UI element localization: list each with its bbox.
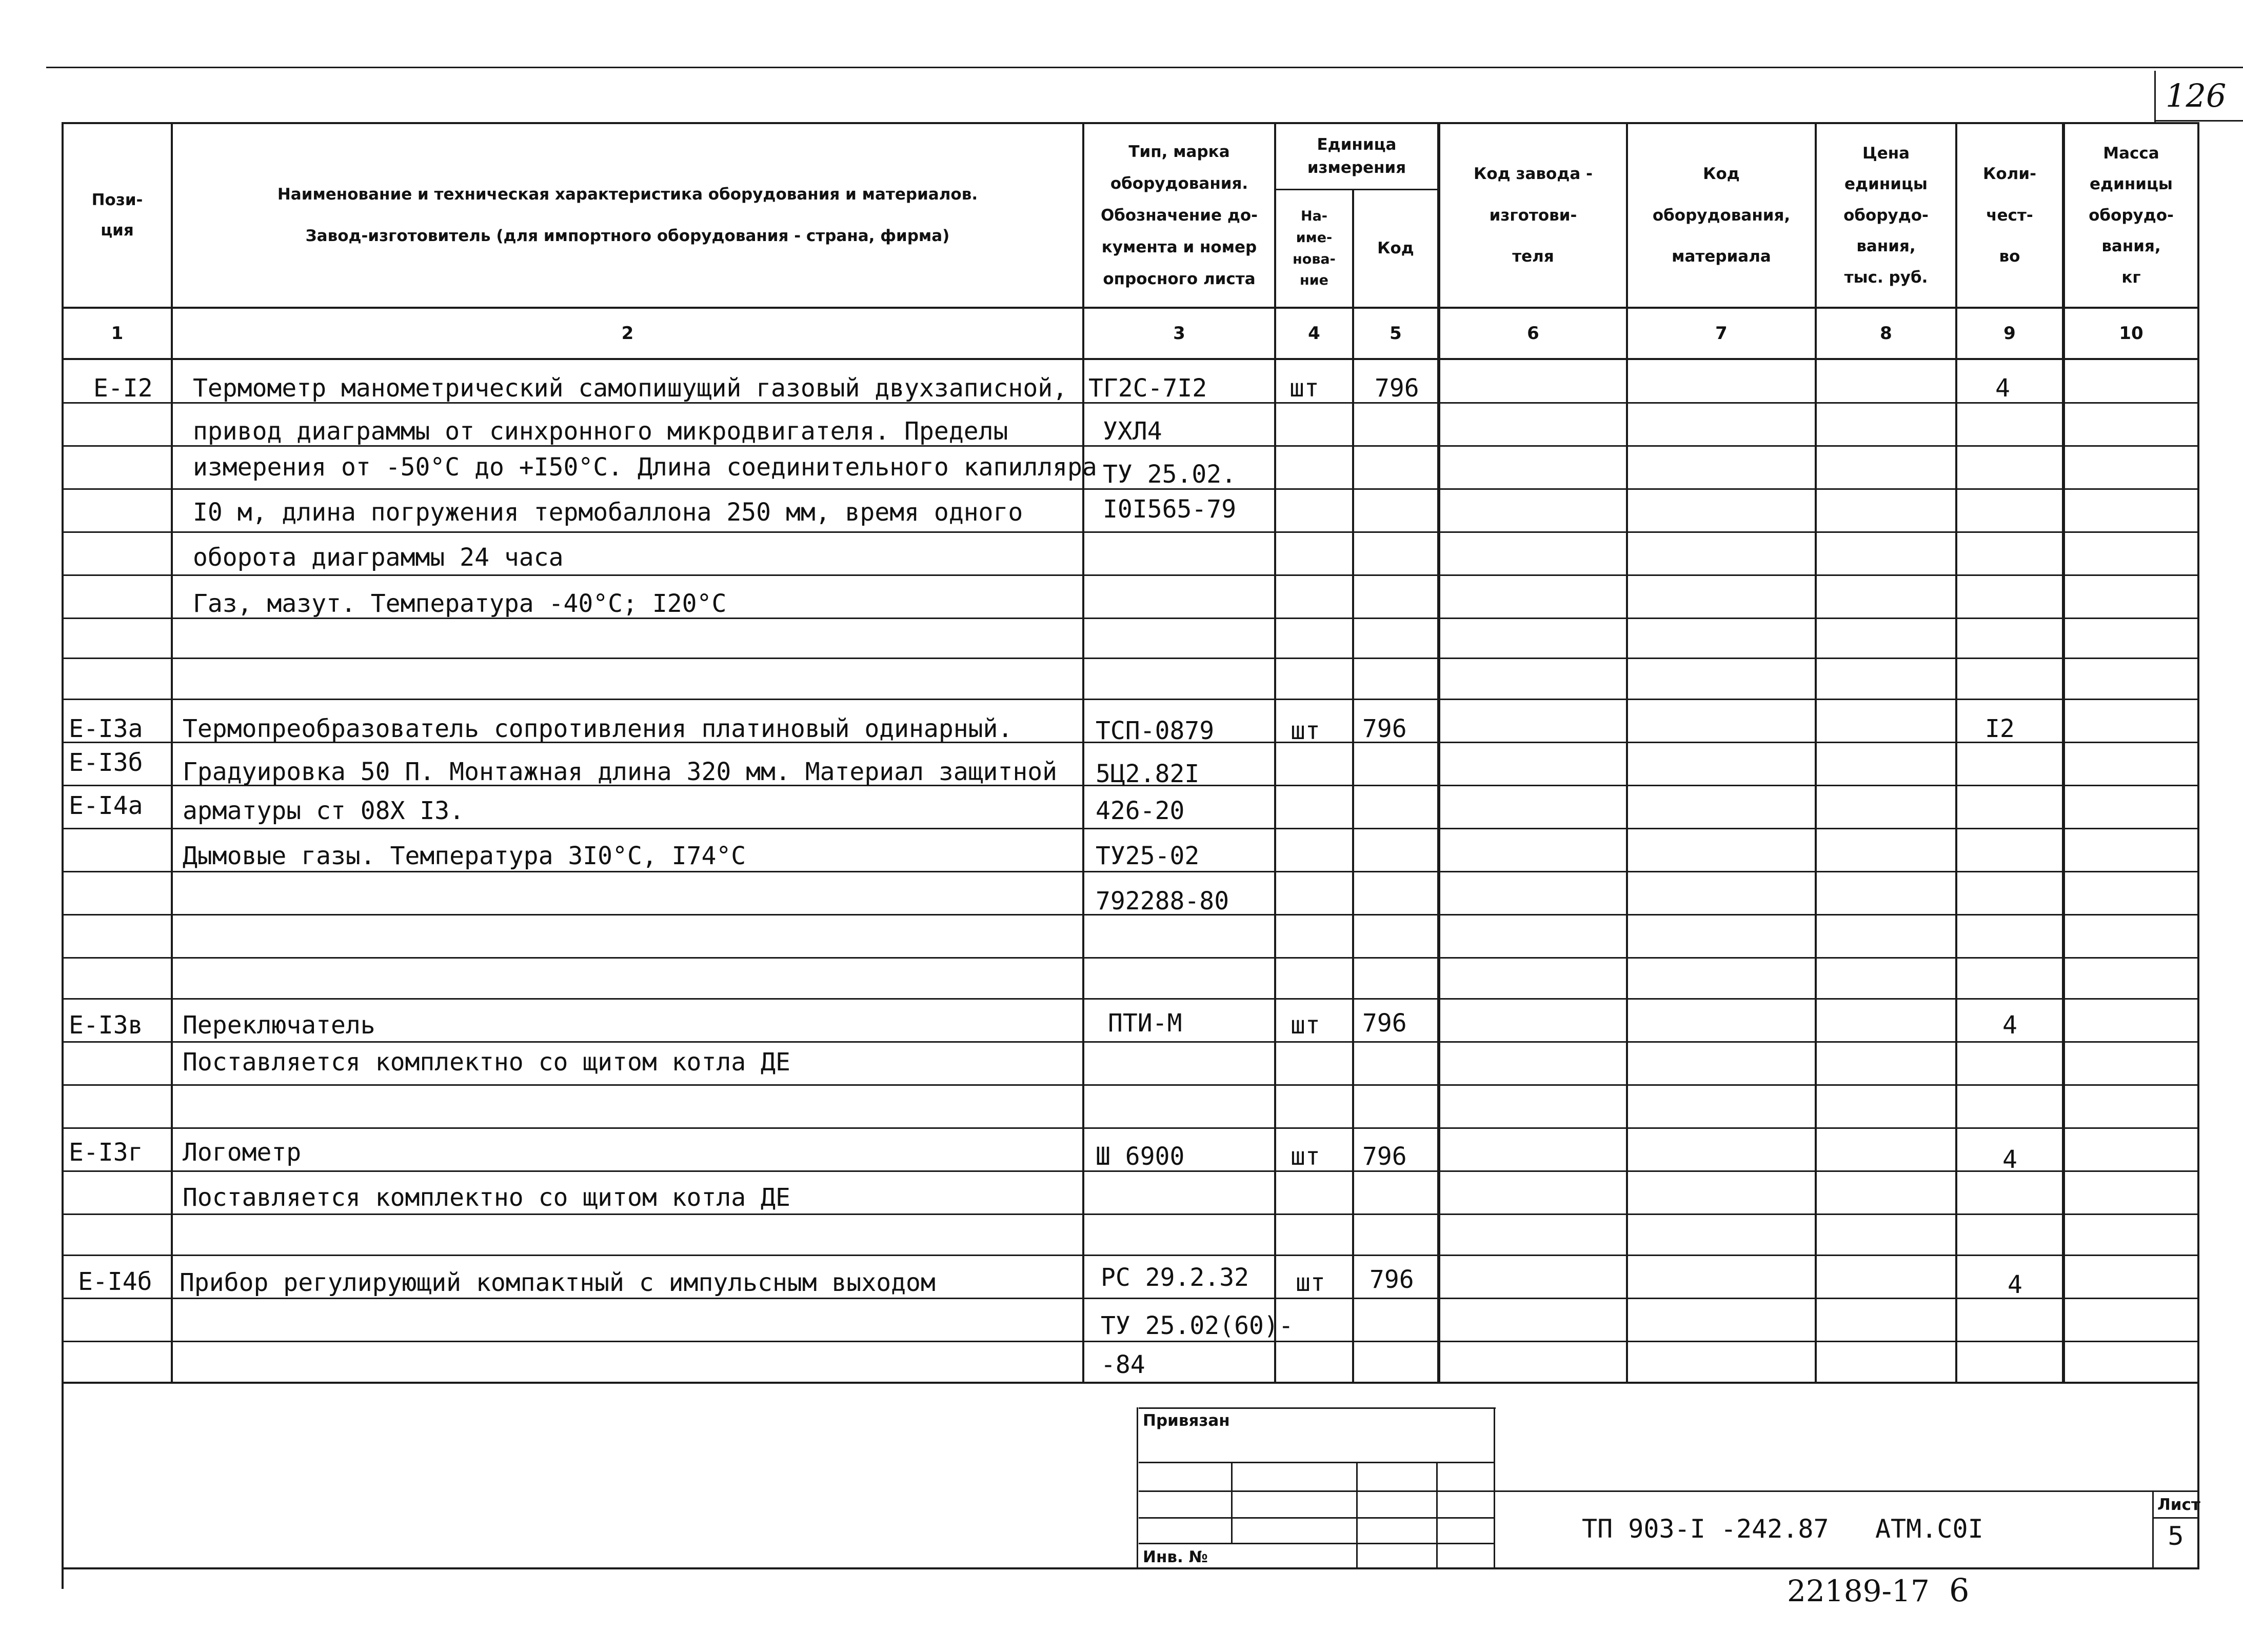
stamp-col bbox=[1231, 1462, 1233, 1544]
header-unit-name: На- име- нова- ние bbox=[1293, 208, 1336, 289]
position-cell: Е-I3г bbox=[69, 1138, 143, 1167]
stamp-line bbox=[1139, 1517, 1494, 1519]
code-cell: 796 bbox=[1362, 714, 1407, 743]
frame-right-lower bbox=[2197, 1382, 2199, 1569]
type-cell: 5Ц2.82I bbox=[1096, 760, 1200, 788]
description-cell: Газ, мазут. Температура -40°С; I20°С bbox=[193, 589, 727, 618]
code-cell: 796 bbox=[1362, 1009, 1407, 1038]
unit-cell: шт bbox=[1296, 1268, 1325, 1297]
position-cell: Е-I4б bbox=[78, 1267, 152, 1296]
quantity-cell: I2 bbox=[1985, 714, 2015, 743]
stamp-col bbox=[1436, 1462, 1438, 1567]
description-cell: Термопреобразователь сопротивления платиновый одинарный. bbox=[183, 714, 1013, 743]
sheet-number: 5 bbox=[2168, 1521, 2184, 1551]
stamp-line bbox=[1139, 1543, 1494, 1544]
header-equipment-code: Код оборудования, материала bbox=[1652, 165, 1791, 266]
stamp-left bbox=[1137, 1407, 1138, 1568]
unit-cell: шт bbox=[1291, 1011, 1320, 1040]
description-cell: Поставляется комплектно со щитом котла ДЕ bbox=[183, 1183, 790, 1212]
quantity-cell: 4 bbox=[2002, 1011, 2017, 1040]
sheet-box-split bbox=[2152, 1517, 2199, 1519]
type-cell: ТУ 25.02. bbox=[1103, 460, 1237, 489]
position-cell: Е-I4а bbox=[69, 791, 143, 820]
row-line bbox=[64, 699, 2197, 700]
row-line bbox=[64, 1127, 2197, 1129]
sheet-box-left bbox=[2152, 1490, 2154, 1567]
header-maker-code: Код завода - изготови- теля bbox=[1474, 165, 1593, 266]
column-number: 3 bbox=[1173, 323, 1185, 344]
inventory-label: Инв. № bbox=[1143, 1548, 1208, 1566]
type-cell: Ш 6900 bbox=[1096, 1142, 1185, 1171]
stamp-top bbox=[1139, 1407, 1496, 1409]
quantity-cell: 4 bbox=[2008, 1270, 2022, 1299]
column-number: 1 bbox=[111, 323, 124, 344]
doc-code-top bbox=[1494, 1490, 2154, 1492]
row-line bbox=[64, 1084, 2197, 1086]
description-cell: Градуировка 50 П. Монтажная длина 320 мм. Материал защитной bbox=[183, 758, 1058, 786]
unit-cell: шт bbox=[1291, 716, 1320, 745]
table-right bbox=[2197, 122, 2199, 1384]
column-number: 6 bbox=[1527, 323, 1539, 344]
footer-page-number: 6 bbox=[1949, 1571, 1970, 1609]
row-line bbox=[64, 957, 2197, 959]
header-unit-code: Код bbox=[1377, 239, 1414, 258]
description-cell: Логометр bbox=[183, 1138, 302, 1167]
description-cell: I0 м, длина погружения термобаллона 250 мм, время одного bbox=[193, 498, 1023, 527]
row-line bbox=[64, 1255, 2197, 1256]
header-type: Тип, марка оборудования. Обозначение до- кумента и номер опросного листа bbox=[1100, 143, 1258, 288]
unit-cell: шт bbox=[1291, 1142, 1320, 1171]
type-cell: 426-20 bbox=[1096, 797, 1185, 825]
quantity-cell: 4 bbox=[1995, 374, 2010, 403]
header-unit-group: Единица измерения bbox=[1307, 135, 1406, 177]
colnum-bottom bbox=[64, 358, 2199, 360]
type-cell: 792288-80 bbox=[1096, 887, 1229, 915]
stamp-line bbox=[1139, 1462, 1494, 1463]
corner-mark-bracket bbox=[2154, 71, 2156, 122]
header-mass: Масса единицы оборудо- вания, кг bbox=[2089, 144, 2174, 287]
column-number: 7 bbox=[1715, 323, 1728, 344]
type-cell: ТСП-0879 bbox=[1096, 716, 1215, 745]
col-sep-4 bbox=[1352, 190, 1354, 1384]
type-cell: I0I565-79 bbox=[1103, 495, 1237, 524]
code-cell: 796 bbox=[1375, 374, 1419, 403]
stamp-line bbox=[1139, 1490, 1494, 1492]
type-cell: ТГ2С-7I2 bbox=[1088, 374, 1207, 403]
description-cell: Дымовые газы. Температура 3I0°С, I74°С bbox=[183, 842, 746, 870]
position-cell: Е-I2 bbox=[93, 374, 153, 403]
column-number: 4 bbox=[1308, 323, 1320, 344]
sheet-label: Лист bbox=[2157, 1496, 2200, 1514]
description-cell: Переключатель bbox=[183, 1011, 375, 1040]
stamp-col bbox=[1356, 1462, 1358, 1567]
position-cell: Е-I3б bbox=[69, 748, 143, 777]
description-cell: измерения от -50°С до +I50°С. Длина соединительного капилляра bbox=[193, 453, 1097, 482]
row-line bbox=[64, 658, 2197, 659]
description-cell: арматуры ст 08Х I3. bbox=[183, 797, 465, 825]
header-quantity: Коли- чест- во bbox=[1983, 165, 2036, 266]
column-number: 10 bbox=[2119, 323, 2143, 344]
frame-bottom bbox=[62, 1567, 2199, 1569]
header-price: Цена единицы оборудо- вания, тыс. руб. bbox=[1843, 144, 1929, 287]
bound-label: Привязан bbox=[1143, 1411, 1230, 1430]
type-cell: ТУ25-02 bbox=[1096, 842, 1200, 870]
description-cell: привод диаграммы от синхронного микродвигателя. Пределы bbox=[193, 417, 1008, 446]
top-rule bbox=[46, 67, 2243, 68]
type-cell: ТУ 25.02(60)- bbox=[1101, 1311, 1294, 1340]
sheet-box-top bbox=[2152, 1490, 2199, 1492]
unit-cell: шт bbox=[1289, 374, 1319, 403]
position-cell: Е-I3а bbox=[69, 714, 143, 743]
column-number: 8 bbox=[1880, 323, 1892, 344]
stamp-right bbox=[1494, 1407, 1495, 1568]
row-line bbox=[64, 998, 2197, 1000]
type-cell: РС 29.2.32 bbox=[1101, 1263, 1249, 1292]
handwritten-number: 22189-17 bbox=[1787, 1574, 1930, 1608]
column-number: 5 bbox=[1390, 323, 1402, 344]
description-cell: Поставляется комплектно со щитом котла ДЕ bbox=[183, 1048, 790, 1077]
description-cell: Термометр манометрический самопишущий газовый двухзаписной, bbox=[193, 374, 1068, 403]
corner-mark-bracket-bottom bbox=[2154, 120, 2243, 122]
type-cell: -84 bbox=[1101, 1350, 1145, 1379]
description-cell: Прибор регулирующий компактный с импульсным выходом bbox=[180, 1268, 936, 1297]
column-number: 2 bbox=[621, 323, 634, 344]
description-cell: оборота диаграммы 24 часа bbox=[193, 543, 564, 572]
code-cell: 796 bbox=[1369, 1265, 1414, 1294]
position-cell: Е-I3в bbox=[69, 1011, 143, 1040]
quantity-cell: 4 bbox=[2002, 1145, 2017, 1174]
header-name: Наименование и техническая характеристика оборудования и материалов. Завод-изготовитель (для импортного оборудования - страна, фирма) bbox=[277, 185, 978, 245]
page-corner-mark: 126 bbox=[2166, 77, 2227, 114]
type-cell: УХЛ4 bbox=[1103, 417, 1162, 446]
document-code: ТП 903-I -242.87 АТМ.С0I bbox=[1582, 1514, 1983, 1544]
type-cell: ПТИ-М bbox=[1108, 1009, 1182, 1038]
header-position: Пози- ция bbox=[91, 191, 143, 240]
column-number: 9 bbox=[2003, 323, 2016, 344]
code-cell: 796 bbox=[1362, 1142, 1407, 1171]
